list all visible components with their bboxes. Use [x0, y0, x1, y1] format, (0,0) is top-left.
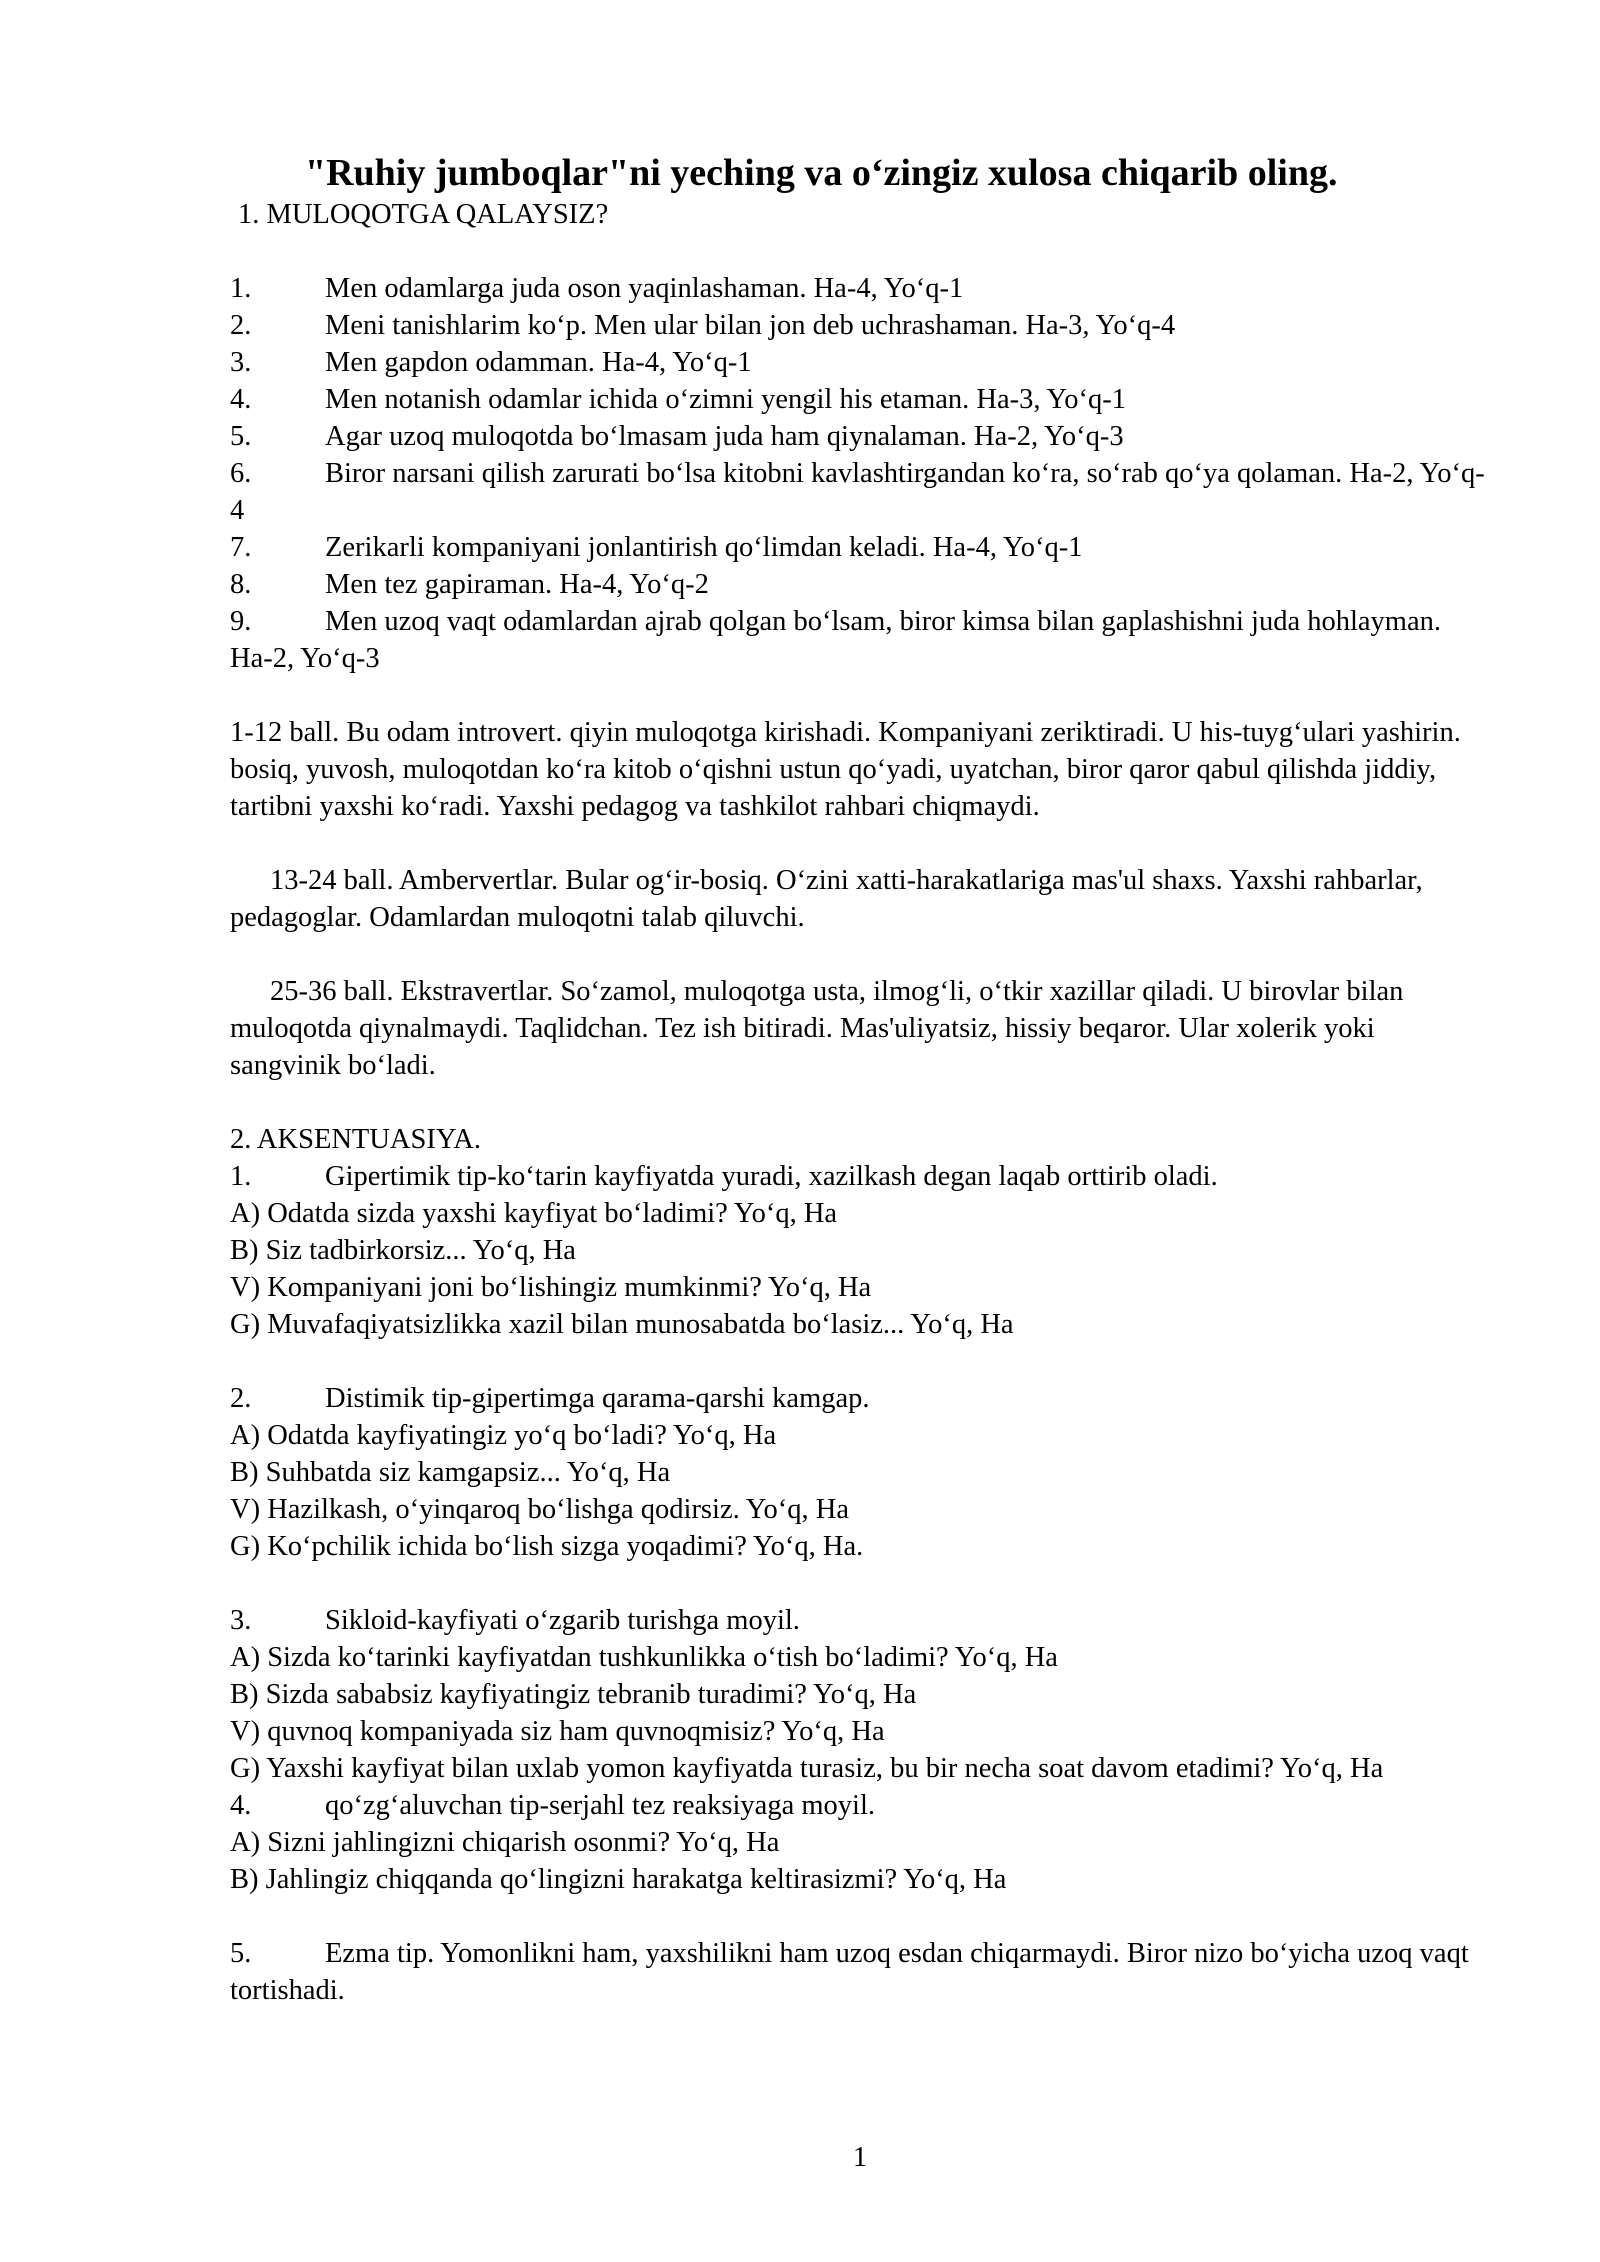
list-item [230, 344, 1490, 381]
list-item [230, 307, 1490, 344]
item-text: Meni tanishlarim ko‘p. Men ular bilan jon deb uchrashaman. Ha-3, Yo‘q-4 [325, 310, 1176, 341]
result-paragraph: 1-12 ball. Bu odam introvert. qiyin muloqotga kirishadi. Kompaniyani zeriktiradi. U his-tuyg‘ulari yashirin. bosiq, yuvosh, muloqotdan ko‘ra kitob o‘qishni ustun qo‘yadi, uyatchan, biror qaror qabul qilishda jiddiy, tartibni yaxshi ko‘radi. Yaxshi pedagog va tashkilot rahbari chiqmaydi. [230, 717, 1461, 822]
item-text: Gipertimik tip-ko‘tarin kayfiyatda yuradi, xazilkash degan laqab orttirib oladi. [325, 1161, 1218, 1192]
item-text: Men uzoq vaqt odamlardan ajrab qolgan bo‘lsam, biror kimsa bilan gaplashishni juda hohlayman. Ha-2, Yo‘q-3 [230, 606, 1441, 674]
document-page [230, 150, 1490, 2009]
question-line: B) Siz tadbirkorsiz... Yo‘q, Ha [230, 1235, 576, 1266]
item-number: 5. [230, 1938, 252, 1969]
question-line: B) Jahlingiz chiqqanda qo‘lingizni harakatga keltirasizmi? Yo‘q, Ha [230, 1864, 1007, 1895]
spacer [230, 825, 1490, 862]
item-number: 4. [230, 1790, 252, 1821]
item-text: Sikloid-kayfiyati o‘zgarib turishga moyil. [325, 1605, 800, 1636]
spacer [230, 1084, 1490, 1121]
item-text: Men gapdon odamman. Ha-4, Yo‘q-1 [325, 347, 752, 378]
accentuation-type-3 [230, 1602, 1490, 1787]
type-heading [230, 1380, 1490, 1417]
item-text: Agar uzoq muloqotda bo‘lmasam juda ham qiynalaman. Ha-2, Yo‘q-3 [325, 421, 1124, 452]
question-line: A) Odatda sizda yaxshi kayfiyat bo‘ladimi? Yo‘q, Ha [230, 1198, 838, 1229]
list-item [230, 566, 1490, 603]
item-number: 2. [230, 1383, 252, 1414]
accentuation-type-1 [230, 1158, 1490, 1343]
question-line: A) Sizda ko‘tarinki kayfiyatdan tushkunlikka o‘tish bo‘ladimi? Yo‘q, Ha [230, 1642, 1058, 1673]
accentuation-type-2 [230, 1380, 1490, 1565]
item-number: 3. [230, 1605, 252, 1636]
item-number: 1. [230, 1161, 252, 1192]
section-2-heading: 2. AKSENTUASIYA. [230, 1124, 481, 1155]
type-heading [230, 1602, 1490, 1639]
type-heading [230, 1935, 1490, 2009]
spacer [230, 936, 1490, 973]
spacer [230, 1343, 1490, 1380]
item-text: Biror narsani qilish zarurati bo‘lsa kitobni kavlashtirgandan ko‘ra, so‘rab qo‘ya qolaman. Ha-2, Yo‘q-4 [230, 458, 1485, 526]
spacer [230, 1565, 1490, 1602]
item-number: 1. [230, 273, 252, 304]
item-text: Ezma tip. Yomonlikni ham, yaxshilikni ham uzoq esdan chiqarmaydi. Biror nizo bo‘yicha uzoq vaqt tortishadi. [230, 1938, 1469, 2006]
question-line: B) Sizda sababsiz kayfiyatingiz tebranib turadimi? Yo‘q, Ha [230, 1679, 917, 1710]
type-heading [230, 1158, 1490, 1195]
list-item [230, 270, 1490, 307]
spacer [230, 677, 1490, 714]
list-item [230, 418, 1490, 455]
question-line: G) Yaxshi kayfiyat bilan uxlab yomon kayfiyatda turasiz, bu bir necha soat davom etadimi? Yo‘q, Ha [230, 1753, 1384, 1784]
list-item [230, 603, 1490, 677]
item-number: 3. [230, 347, 252, 378]
question-line: V) Kompaniyani joni bo‘lishingiz mumkinmi? Yo‘q, Ha [230, 1272, 872, 1303]
accentuation-type-5 [230, 1935, 1490, 2009]
result-paragraph: 13-24 ball. Ambervertlar. Bular og‘ir-bosiq. O‘zini xatti-harakatlariga mas'ul shaxs. Yaxshi rahbarlar, pedagoglar. Odamlardan muloqotni talab qiluvchi. [230, 865, 1423, 933]
item-number: 7. [230, 532, 252, 563]
list-item [230, 455, 1490, 529]
question-line: G) Ko‘pchilik ichida bo‘lish sizga yoqadimi? Yo‘q, Ha. [230, 1531, 864, 1562]
result-paragraph: 25-36 ball. Ekstravertlar. So‘zamol, muloqotga usta, ilmog‘li, o‘tkir xazillar qiladi. U birovlar bilan muloqotda qiynalmaydi. Taqlidchan. Tez ish bitiradi. Mas'uliyatsiz, hissiy beqaror. Ular xolerik yoki sangvinik bo‘ladi. [230, 976, 1404, 1081]
item-text: qo‘zg‘aluvchan tip-serjahl tez reaksiyaga moyil. [325, 1790, 875, 1821]
item-text: Men odamlarga juda oson yaqinlashaman. Ha-4, Yo‘q-1 [325, 273, 964, 304]
item-number: 5. [230, 421, 252, 452]
item-number: 8. [230, 569, 252, 600]
item-text: Men notanish odamlar ichida o‘zimni yengil his etaman. Ha-3, Yo‘q-1 [325, 384, 1127, 415]
item-number: 9. [230, 606, 252, 637]
section-1-heading: 1. MULOQOTGA QALAYSIZ? [238, 199, 609, 230]
question-line: G) Muvafaqiyatsizlikka xazil bilan munosabatda bo‘lasiz... Yo‘q, Ha [230, 1309, 1014, 1340]
page-number: 1 [852, 2142, 868, 2173]
item-text: Distimik tip-gipertimga qarama-qarshi kamgap. [325, 1383, 870, 1414]
question-line: A) Sizni jahlingizni chiqarish osonmi? Yo‘q, Ha [230, 1827, 780, 1858]
section-1-items [230, 270, 1490, 677]
question-line: V) quvnoq kompaniyada siz ham quvnoqmisiz? Yo‘q, Ha [230, 1716, 885, 1747]
accentuation-type-4 [230, 1787, 1490, 1898]
list-item [230, 381, 1490, 418]
item-number: 4. [230, 384, 252, 415]
spacer [230, 1898, 1490, 1935]
list-item [230, 529, 1490, 566]
type-heading [230, 1787, 1490, 1824]
question-line: A) Odatda kayfiyatingiz yo‘q bo‘ladi? Yo‘q, Ha [230, 1420, 777, 1451]
question-line: V) Hazilkash, o‘yinqaroq bo‘lishga qodirsiz. Yo‘q, Ha [230, 1494, 849, 1525]
item-number: 6. [230, 458, 252, 489]
item-number: 2. [230, 310, 252, 341]
document-title: "Ruhiy jumboqlar"ni yeching va o‘zingiz xulosa chiqarib oling. [305, 152, 1338, 194]
item-text: Zerikarli kompaniyani jonlantirish qo‘limdan keladi. Ha-4, Yo‘q-1 [325, 532, 1083, 563]
question-line: B) Suhbatda siz kamgapsiz... Yo‘q, Ha [230, 1457, 671, 1488]
item-text: Men tez gapiraman. Ha-4, Yo‘q-2 [325, 569, 709, 600]
